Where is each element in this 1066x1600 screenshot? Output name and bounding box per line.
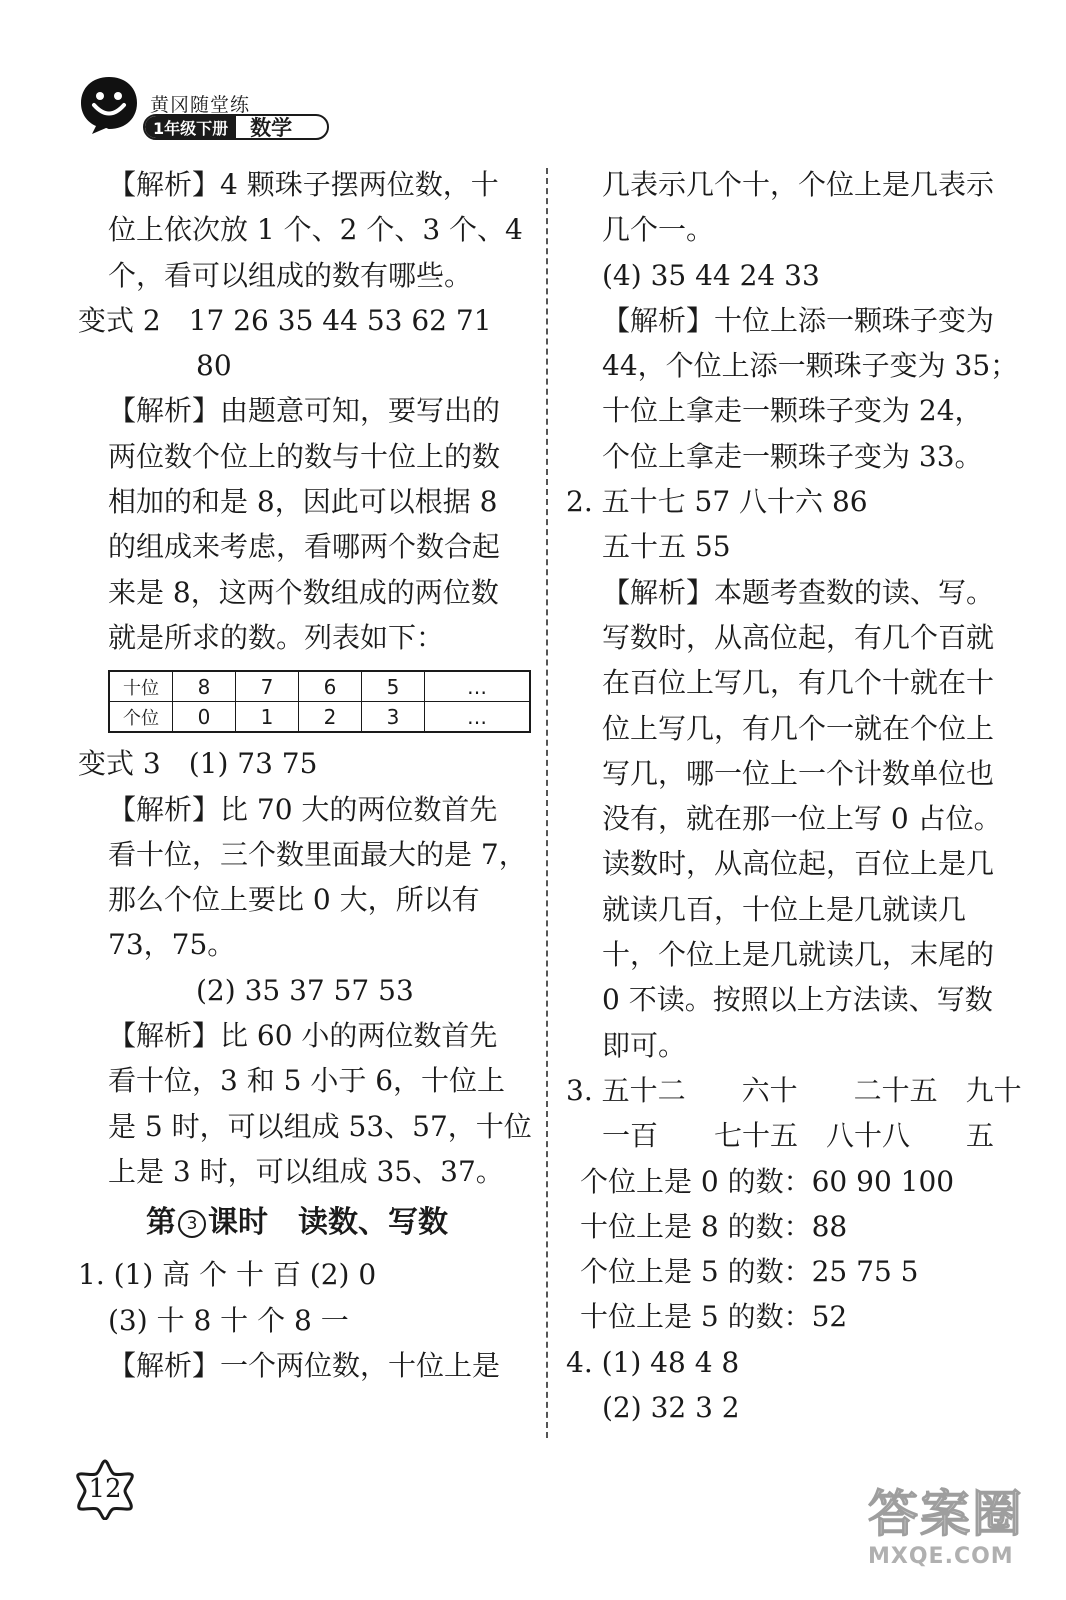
right-column: [566, 162, 1038, 1430]
watermark-url: MXQE.COM: [868, 1544, 1014, 1569]
table-cell: 5: [362, 671, 425, 702]
smiley-logo-icon: [78, 74, 140, 136]
text-line: 十位上是 8 的数：88: [580, 1209, 848, 1243]
text-line: 看十位，三个数里面最大的是 7，: [108, 837, 527, 871]
text-line: 就读几百，十位上是几就读几: [602, 892, 967, 926]
table-cell: 6: [299, 671, 362, 702]
text-line: 1. (1) 高 个 十 百 (2) 0: [78, 1258, 377, 1292]
text-line: 【解析】由题意可知，要写出的: [108, 394, 501, 428]
lesson-name: 课时 读数、写数: [208, 1205, 448, 1241]
table-cell: …: [425, 671, 531, 702]
text-line: 的组成来考虑，看哪两个数合起: [108, 530, 501, 564]
lesson-prefix: 第: [146, 1205, 176, 1241]
text-line: 4. (1) 48 4 8: [566, 1345, 740, 1379]
text-line: 五十五 55: [602, 530, 731, 564]
text-line: 几表示几个十，个位上是几表示: [602, 168, 995, 201]
text-line: 位上写几，有几个一就在个位上: [602, 711, 995, 745]
text-line: 十位上是 5 的数：52: [580, 1300, 848, 1334]
text-line: 个位上是 5 的数：25 75 5: [580, 1255, 919, 1289]
text-line: 来是 8，这两个数组成的两位数: [108, 575, 499, 609]
text-line: 一百 七十五 八十八 五: [602, 1119, 995, 1153]
text-line: 两位数个位上的数与十位上的数: [108, 439, 501, 473]
subject-label: 数学: [250, 116, 293, 140]
text-line: 【解析】比 70 大的两位数首先: [108, 792, 498, 826]
grade-label: 1年级下册: [145, 116, 236, 138]
text-line: 没有，就在那一位上写 0 占位。: [602, 802, 1002, 836]
table-cell: 3: [362, 702, 425, 733]
text-line: 十位上拿走一颗珠子变为 24，: [602, 394, 983, 428]
text-line: (2) 35 37 57 53: [196, 973, 414, 1007]
text-line: 看十位，3 和 5 小于 6，十位上: [108, 1064, 506, 1098]
text-line: 十，个位上是几就读几，末尾的: [602, 938, 995, 972]
text-line: 个位上拿走一颗珠子变为 33。: [602, 439, 983, 473]
table-cell: 8: [173, 671, 236, 702]
text-line: 是 5 时，可以组成 53、57，十位: [108, 1109, 532, 1143]
table-cell: 个位: [109, 702, 173, 733]
text-line: 变式 3 (1) 73 75: [78, 747, 318, 781]
text-line: (2) 32 3 2: [602, 1391, 740, 1425]
table-cell: …: [425, 702, 531, 733]
page-number-badge: [72, 1458, 138, 1520]
text-line: 位上依次放 1 个、2 个、3 个、4: [108, 213, 523, 247]
text-line: 上是 3 时，可以组成 35、37。: [108, 1154, 504, 1188]
brand-name: 黄冈随堂练: [150, 94, 251, 116]
text-line: 相加的和是 8，因此可以根据 8: [108, 485, 498, 519]
table-cell: 0: [173, 702, 236, 733]
text-line: 【解析】比 60 小的两位数首先: [108, 1019, 498, 1053]
text-line: 在百位上写几，有几个十就在十: [602, 666, 995, 700]
table-cell: 1: [236, 702, 299, 733]
lesson-number: 3: [178, 1210, 206, 1238]
left-column: [78, 162, 540, 1388]
text-line: 80: [196, 349, 232, 383]
text-line: 写几，哪一位上一个计数单位也: [602, 756, 995, 790]
text-line: (4) 35 44 24 33: [602, 258, 820, 292]
text-line: 【解析】十位上添一颗珠子变为: [602, 303, 995, 337]
text-line: 0 不读。按照以上方法读、写数: [602, 983, 993, 1017]
text-line: 变式 2 17 26 35 44 53 62 71: [78, 303, 492, 337]
text-line: 【解析】本题考查数的读、写。: [602, 575, 995, 609]
grade-subject-bar: [143, 114, 329, 140]
text-line: 写数时，从高位起，有几个百就: [602, 620, 995, 654]
text-line: 2. 五十七 57 八十六 86: [566, 485, 868, 519]
table-cell: 十位: [109, 671, 173, 702]
text-line: 个，看可以组成的数有哪些。: [108, 258, 473, 292]
text-line: 44，个位上添一颗珠子变为 35；: [602, 349, 1019, 383]
digit-composition-table: [108, 670, 531, 733]
text-line: 【解析】一个两位数，十位上是: [108, 1348, 501, 1382]
table-cell: 7: [236, 671, 299, 702]
text-line: 即可。: [602, 1028, 687, 1062]
text-line: 读数时，从高位起，百位上是几: [602, 847, 995, 881]
column-divider: [546, 168, 548, 1438]
text-line: (3) 十 8 十 个 8 一: [108, 1303, 349, 1337]
text-line: 就是所求的数。列表如下：: [108, 620, 445, 654]
table-cell: 2: [299, 702, 362, 733]
text-line: 个位上是 0 的数：60 90 100: [580, 1164, 955, 1198]
watermark: [868, 1484, 1048, 1590]
text-line: 几个一。: [602, 213, 715, 247]
lesson-title: [78, 1194, 540, 1252]
text-line: 3. 五十二 六十 二十五 九十: [566, 1073, 1022, 1107]
watermark-logo: 答案圈: [868, 1485, 1024, 1543]
text-line: 73，75。: [108, 928, 236, 962]
text-line: 【解析】4 颗珠子摆两位数，十: [108, 168, 499, 201]
table-row: [109, 702, 530, 733]
text-line: 那么个位上要比 0 大，所以有: [108, 883, 480, 917]
page-number: 12: [88, 1474, 122, 1504]
table-row: [109, 671, 530, 702]
